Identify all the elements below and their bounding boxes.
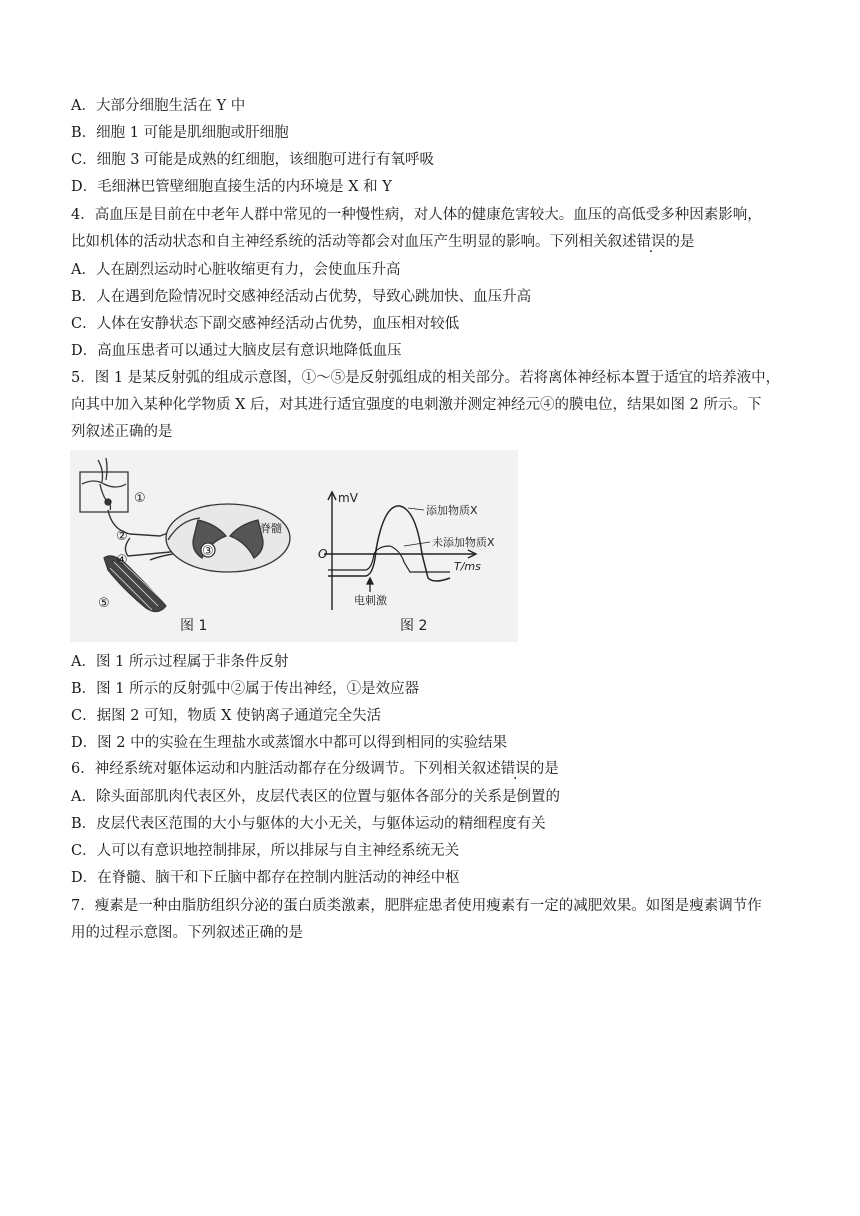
q7-stem-line2: 用的过程示意图。下列叙述正确的是	[71, 925, 303, 941]
fig2-caption: 图 2	[400, 618, 428, 634]
q4-option-b: B．人在遇到危险情况时交感神经活动占优势，导致心跳加快、血压升高	[71, 289, 532, 305]
fig2-stimulus-arrow	[367, 578, 373, 592]
q4-option-a: A．人在剧烈运动时心脏收缩更有力，会使血压升高	[71, 262, 401, 278]
q3-option-a: A．大部分细胞生活在 Y 中	[71, 98, 246, 114]
q4-stem-line2	[71, 232, 695, 252]
q3-option-d: D．毛细淋巴管壁细胞直接生活的内环境是 X 和 Y	[71, 179, 392, 195]
q5-option-c: C．据图 2 可知，物质 X 使钠离子通道完全失活	[71, 708, 382, 724]
q5-stem-line1: 5．图 1 是某反射弧的组成示意图，①～⑤是反射弧组成的相关部分。若将离体神经标本置于适宜的培养液中，	[71, 370, 781, 386]
q6-option-b: B．皮层代表区范围的大小与躯体的大小无关，与躯体运动的精细程度有关	[71, 816, 546, 832]
q6-option-d: D．在脊髓、脑干和下丘脑中都存在控制内脏活动的神经中枢	[71, 870, 460, 886]
fig1-label-2: ②	[116, 529, 128, 544]
q5-option-a: A．图 1 所示过程属于非条件反射	[71, 654, 289, 670]
q3-option-c: C．细胞 3 可能是成熟的红细胞，该细胞可进行有氧呼吸	[71, 152, 435, 168]
q5-option-b: B．图 1 所示的反射弧中②属于传出神经，①是效应器	[71, 681, 420, 697]
q7-stem-line1: 7．瘦素是一种由脂肪组织分泌的蛋白质类激素，肥胖症患者使用瘦素有一定的减肥效果。如图是瘦素调节作	[71, 898, 762, 914]
skin-receptor-drawing	[80, 458, 128, 512]
fig1-caption: 图 1	[180, 618, 208, 634]
reflex-figure	[70, 450, 518, 642]
fig2-legend-added: 添加物质X	[426, 504, 478, 517]
spinal-cord-drawing	[166, 504, 290, 572]
fig2-stimulus-label: 电刺激	[354, 594, 387, 607]
q6-option-c: C．人可以有意识地控制排尿，所以排尿与自主神经系统无关	[71, 843, 460, 859]
fig1-spinal-label: 脊髓	[260, 522, 282, 535]
fig1-label-4: ④	[116, 553, 128, 568]
fig1-label-1: ①	[134, 491, 146, 506]
q6-option-a: A．除头面部肌肉代表区外，皮层代表区的位置与躯体各部分的关系是倒置的	[71, 789, 560, 805]
q6-stem-text: 6．神经系统对躯体运动和内脏活动都存在分级调节。下列相关叙述	[71, 761, 501, 777]
fig2-x-axis-label: T/ms	[454, 560, 481, 573]
q4-stem-end: 的是	[665, 234, 695, 250]
fig1-label-3: ③	[202, 544, 214, 559]
q4-emphasis-word: 错误	[636, 234, 666, 250]
q6-stem-end: 的是	[529, 761, 559, 777]
muscle-drawing	[104, 556, 166, 612]
q5-option-d: D．图 2 中的实验在生理盐水或蒸馏水中都可以得到相同的实验结果	[71, 735, 508, 751]
fig2-y-axis-label: mV	[338, 491, 358, 505]
fig2-origin-label: O	[318, 547, 328, 561]
q5-stem-line2: 向其中加入某种化学物质 X 后，对其进行适宜强度的电刺激并测定神经元④的膜电位，结果如图 2 所示。下	[71, 397, 762, 413]
fig2-legend-not-added: 未添加物质X	[432, 536, 495, 549]
q4-option-c: C．人体在安静状态下副交感神经活动占优势，血压相对较低	[71, 316, 460, 332]
q6-emphasis-word: 错误	[500, 761, 530, 777]
q4-option-d: D．高血压患者可以通过大脑皮层有意识地降低血压	[71, 343, 402, 359]
figure-graphic	[70, 450, 518, 642]
q3-option-b: B．细胞 1 可能是肌细胞或肝细胞	[71, 125, 289, 141]
q4-stem-line1: 4．高血压是目前在中老年人群中常见的一种慢性病，对人体的健康危害较大。血压的高低受多种因素影响，	[71, 207, 762, 223]
q6-stem	[71, 759, 559, 779]
q4-stem-text: 比如机体的活动状态和自主神经系统的活动等都会对血压产生明显的影响。下列相关叙述	[71, 234, 637, 250]
fig2-curve-not-added	[328, 546, 450, 572]
fig1-label-5: ⑤	[98, 596, 110, 611]
q5-stem-line3: 列叙述正确的是	[71, 424, 173, 440]
